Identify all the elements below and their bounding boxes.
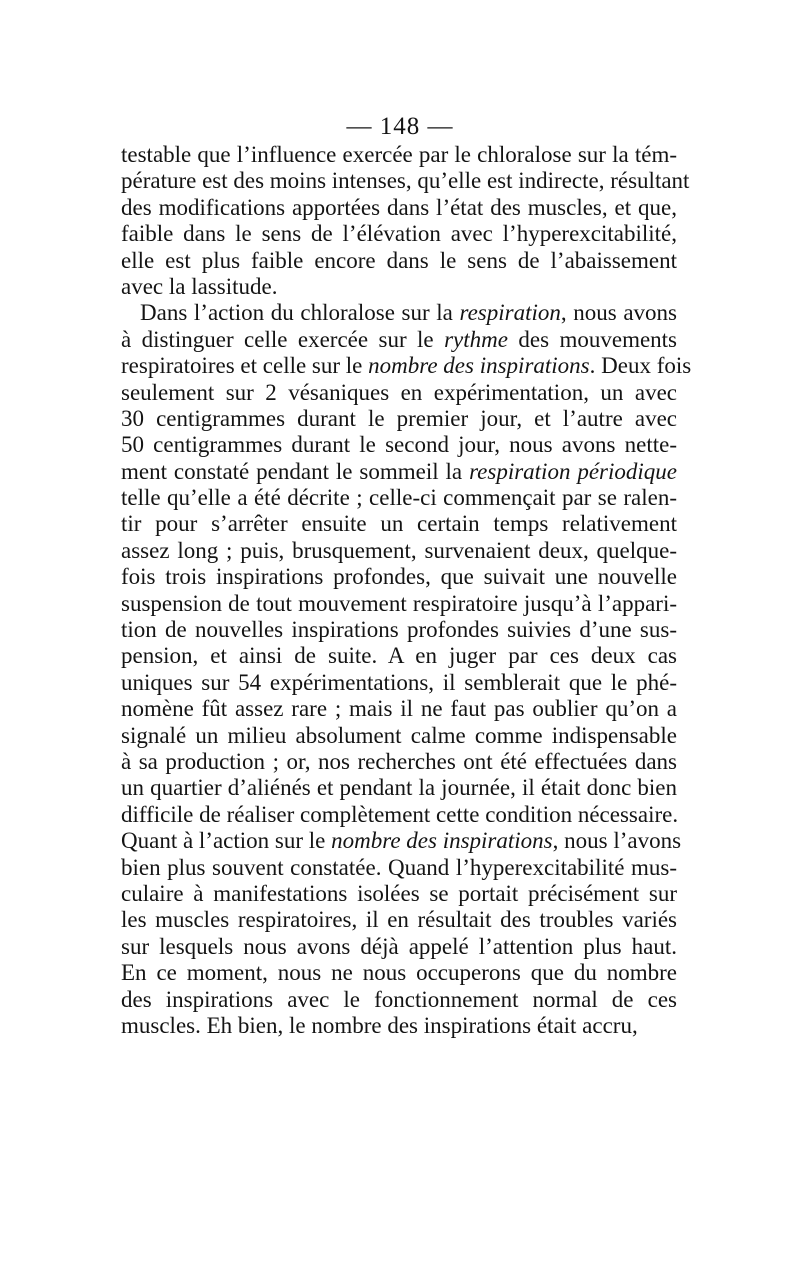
italic-text: respiration périodique [469, 458, 678, 484]
text-run: culaire à manifestations isolées se portait précisément sur [121, 880, 677, 906]
text-run: à distinguer celle exercée sur le [121, 326, 445, 352]
text-run: tion de nouvelles inspirations profondes suivies d’une sus- [121, 617, 677, 643]
text-line [121, 775, 677, 801]
text-line [121, 881, 677, 907]
text-run: fois trois inspirations profondes, que suivait une nouvelle [121, 564, 677, 590]
text-run: telle qu’elle a été décrite ; celle-ci commençait par se ralen- [121, 485, 677, 511]
text-line [121, 907, 677, 933]
text-line [121, 802, 677, 828]
text-line [121, 960, 677, 986]
italic-text: rythme [444, 326, 508, 352]
text-line [121, 432, 677, 458]
text-line [121, 564, 677, 590]
text-run: les muscles respiratoires, il en résultait des troubles variés [121, 907, 677, 933]
text-run: seulement sur 2 vésaniques en expérimentation, un avec [121, 379, 677, 405]
text-run: Dans l’action du chloralose sur la [140, 300, 460, 326]
text-line [121, 670, 677, 696]
text-line [121, 1013, 677, 1039]
page-number: — 148 — [346, 113, 454, 140]
italic-text: nombre des inspirations [331, 828, 553, 854]
text-line [121, 168, 690, 194]
text-line [121, 591, 677, 617]
text-line [121, 300, 677, 326]
text-line [121, 406, 677, 432]
text-line [121, 855, 677, 881]
text-run: avec la lassitude. [121, 273, 278, 299]
italic-text: nombre des inspirations [368, 353, 590, 379]
text-run: sur lesquels nous avons déjà appelé l’attention plus haut. [121, 933, 677, 959]
text-line [121, 643, 677, 669]
text-run: tir pour s’arrêter ensuite un certain temps relativement [121, 511, 677, 537]
text-run: muscles. Eh bien, le nombre des inspirations était accru, [121, 1012, 638, 1038]
text-run: elle est plus faible encore dans le sens de l’abaissement [121, 247, 677, 273]
text-line [121, 459, 677, 485]
text-line [121, 987, 677, 1013]
text-run: testable que l’influence exercée par le chloralose sur la tém- [121, 142, 677, 167]
text-run: . Deux fois [589, 353, 692, 379]
text-run: difficile de réaliser complètement cette condition nécessaire. [121, 801, 679, 827]
text-run: des inspirations avec le fonctionnement normal de ces [121, 986, 677, 1012]
text-run: assez long ; puis, brusquement, survenaient deux, quelque- [121, 537, 677, 563]
text-run: signalé un milieu absolument calme comme indispensable [121, 722, 677, 748]
text-run: uniques sur 54 expérimentations, il semblerait que le phé- [121, 669, 677, 695]
text-run: pérature est des moins intenses, qu’elle est indirecte, résultant [121, 168, 690, 194]
text-run: un quartier d’aliénés et pendant la journée, il était donc bien [121, 775, 677, 801]
text-line [121, 538, 677, 564]
text-line [121, 934, 677, 960]
text-line [121, 195, 677, 221]
text-run: 50 centigrammes durant le second jour, nous avons nette- [121, 432, 677, 458]
text-line [121, 828, 682, 854]
text-line [121, 749, 677, 775]
text-line [121, 485, 677, 511]
text-run: , nous avons [560, 300, 677, 326]
text-run: faible dans le sens de l’élévation avec l’hyperexcitabilité, [121, 221, 677, 247]
body-text [121, 142, 692, 1039]
italic-text: respiration [459, 300, 561, 326]
text-line [121, 142, 677, 168]
text-run: 30 centigrammes durant le premier jour, et l’autre avec [121, 405, 677, 431]
text-line [121, 248, 677, 274]
text-line [121, 327, 677, 353]
text-line [121, 380, 677, 406]
text-run: , nous l’avons [552, 828, 682, 854]
text-line [121, 723, 677, 749]
text-run: bien plus souvent constatée. Quand l’hyperexcitabilité mus- [121, 854, 677, 880]
text-line [121, 617, 677, 643]
text-line [121, 274, 677, 300]
text-line [121, 221, 677, 247]
text-run: respiratoires et celle sur le [121, 353, 369, 379]
text-run: suspension de tout mouvement respiratoire jusqu’à l’appari- [121, 590, 677, 616]
text-run: à sa production ; or, nos recherches ont été effectuées dans [121, 748, 677, 774]
text-run: des mouvements [507, 326, 678, 352]
text-run: nomène fût assez rare ; mais il ne faut pas oublier qu’on a [121, 696, 677, 722]
text-run: Quant à l’action sur le [121, 828, 332, 854]
text-run: ment constaté pendant le sommeil la [121, 458, 470, 484]
text-run: des modifications apportées dans l’état des muscles, et que, [121, 194, 677, 220]
text-line [121, 353, 692, 379]
text-run: En ce moment, nous ne nous occuperons que du nombre [121, 960, 677, 986]
text-line [121, 511, 677, 537]
text-run: pension, et ainsi de suite. A en juger par ces deux cas [121, 643, 677, 669]
text-line [121, 696, 677, 722]
